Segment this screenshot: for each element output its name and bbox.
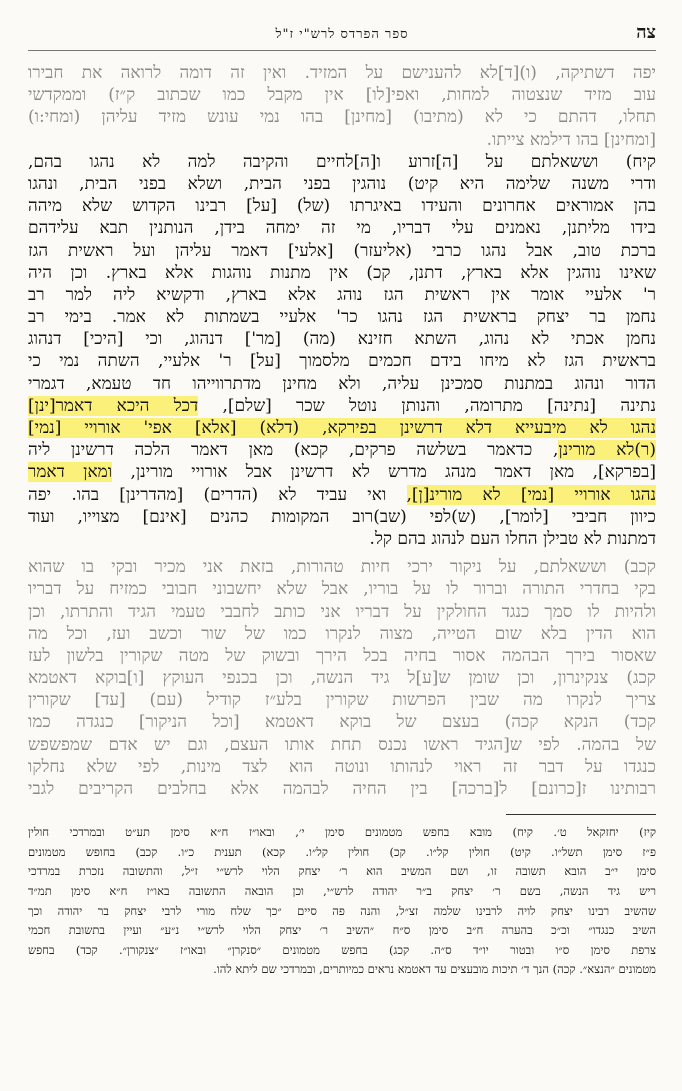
text-line: מטמונים ״הנצא״. קכה) הנך ד׳ תיכות מובעצים עד דאטמא נראים כמיותרים, ובמרדכי שם ליתא להו.: [213, 962, 656, 977]
text-line: ברכת טוב, אבל נהגו כרבי (אליעזר) [אלעי] דאמר עליהן ועל ראשית הגז: [28, 240, 656, 261]
text-line: קכב) וששאלתם, על ניקור ירכי חיות טהורות, בזאת אני מכיר ובקי בו שהוא: [28, 557, 656, 578]
text-line: שהשיב רבינו יצחק לויה לרבינו שלמה זצ״ל, והנה פה סיים ״כך שלח מורי לרבי יצחק בר יהודה וכך: [28, 903, 656, 918]
text-line: צריך לנקרו מה שבין הפרשות שקורין בלע״ז קודיל (עם) [עד] שקורין: [28, 690, 656, 711]
text-line: שאינו נוהגין אלא בארץ, דתנן, קכ) אין מתנות נוהגות אלא בארץ. וכן היה: [28, 262, 656, 283]
text-line: ר' אלעיי אומר אין ראשית הגז נוהג אלא בארץ, ודקשיא ליה למר רב: [28, 284, 656, 305]
text-line: קיח) וששאלתם על [ה]זרוע ו[ה]לחיים והקיבה למה לא נהגו בהם,: [28, 151, 656, 172]
text-line: ודרי משנה שלימה היא קיט) נוהגין בפני הבית, ושלא בפני הבית, ונהגו: [28, 173, 656, 194]
text-line: הדור ונהוג במתנות סמכינן עליה, ולא מחינן מדתרווייהו חד טעמא, דגמרי: [28, 373, 656, 394]
highlighted-text: נהגו אורויי [נמי] לא מורינ[ן],: [406, 484, 656, 505]
text-line: רבותינו ז[כרונם] ל[ברכה] בין החיה לבהמה אלא בחלבים הקריבים לגבי: [28, 779, 656, 799]
page-number: צה: [636, 22, 656, 43]
text-line: קכד) הנקא קכה) בעצם של בוקא דאטמא [וכל הניקור] כנגדה כמו: [28, 712, 656, 733]
text-segment: ואי עביד לא (הדרים) [מהדרינן] בהו. יפה: [28, 484, 407, 505]
text-line: כיוון חביבי [לומר], (ש)לפי (שב)רוב המקומות כהנים [אינם] מצוייו, ועוד: [28, 506, 656, 527]
text-line: כנגדו על דבר זה ראוי לנהותו ונוטה הוא לצד מינות, לפי שלא נחלקו: [28, 756, 656, 777]
text-line: צרפת סימן ס״ו ובטור יו״ד ס״ה. קכג) בחפש מטמונים ״סנקרן״ ובאו״ז ״צנקורן״. קכד) בחפש: [28, 942, 656, 957]
text-line: בראשית הגז לא מיחו בידם חכמים מלסמוך [על] ר' אלעיי, השתה נמי כי: [28, 351, 656, 372]
text-line: נחמן בר יצחק בראשית הגז נהגו כר' אלעיי בשמתות לא אמר. בימי רב: [28, 307, 656, 328]
highlighted-line: [28, 484, 656, 506]
text-line: שאסור בירך הבהמה אסור בחיה בכל הירך ובשוק של מטה שקורין בלשון לעז: [28, 645, 656, 666]
highlighted-line: [28, 417, 656, 439]
text-segment: [בפרקא], מאן דאמר מנהג מדרש לא דרשינן אבל אורויי מורינן,: [112, 462, 656, 483]
text-line: סימן י״ב הובא תשובה זו, ושם המשיב הוא ר׳ יצחק הלוי לרש״י ז״ל, והתשובה נזכרת במרדכי: [28, 864, 656, 879]
text-line: בידו מליתנן, נאמנים עלי דבריו, מי זה ימחה בידן, הנותנין תבא עלידהם: [28, 218, 656, 239]
text-line: יפה דשתיקה, (ו)[ד]לא להענישם על המזיד. ואין זה דומה לרואה את חבירו: [28, 63, 656, 83]
paragraph-118: [28, 151, 656, 550]
highlighted-line: [28, 439, 656, 461]
text-line: נחמן אכתי לא נהוג, השתא חזינא (מה) [מר'] דנהוג, וכי [היכי] דנהוג: [28, 329, 656, 350]
text-line: השיב כנגדו״ וכ״כ בהערה ח״ב סימן ס״ח ״השיב ר׳ יצחק הלוי לרש״י נ״ע״ ועיין בתשובת חכמי: [28, 923, 656, 938]
main-text: [28, 62, 656, 800]
text-line: פ״ז סימן תשל״ו. קיט) חולין קל״ו. קכ) חולין קל״ו. קכא) תענית כ״ו. קכב) בחופש מטמונים: [28, 844, 656, 859]
text-line: עוב מזיד שנצטוה למחות, ואפי[לו] אין מקבל כמו שכתוב ק״ז) וממקדשי: [28, 85, 656, 106]
text-line: הוא הדין בלא שום הטייה, מצוה לנקרו כמו של שור וכשב ועז, וכל מה: [28, 623, 656, 644]
running-title: ספר הפרדס לרש"י ז"ל: [275, 27, 409, 42]
text-line: [ומחינן] בהו דילמא צייתו.: [486, 129, 656, 150]
text-line: קיז) יחזקאל ט׳. קיח) מובא בחפש מטמונים סימן י׳, ובאו״ז ח״א סימן תע״ט ובמרדכי חולין: [28, 825, 656, 840]
text-line: של בהמה. לפי ש[הגיד ראשו נכנס תחת אותו העצם, וגם יש אדם שמפשפש: [28, 734, 656, 755]
text-line: ריש גיד הנשה, בשם ר׳ יצחק ב״ר יהודה לרש״י, וכן הובאה התשובה באו״ז ח״א סימן תמ״ד: [28, 883, 656, 898]
paragraph-117: [28, 62, 656, 151]
highlighted-text: דכל היכא דאמר[ינן]: [28, 395, 199, 416]
text-line: בקי בחדרי התורה וברור לו על בוריו, אבל שלא יחשבוני חבובי כמזיח על דבריו: [28, 579, 656, 600]
text-segment: , כדאמר בשלשה פרקים, קכא) מאן דאמר הלכה דרשינן ליה: [28, 440, 559, 461]
text-line: דמתנות לא טבילן החלו העם לנהוג בהם קל.: [369, 528, 656, 549]
text-segment: נתינה [נתינה] מתרומה, והנותן נוטל שכר [שלם],: [198, 395, 656, 416]
text-line: תחלו, דהתם כי לא (מתיבו) [מחינן] בהו נמי עונש מזיד עליהן (ומחי:ו): [28, 107, 656, 128]
footnotes: [28, 823, 656, 980]
header-rule: [28, 50, 656, 51]
highlighted-text: (ר)לא מורינן: [558, 440, 656, 461]
text-line: בהן אמוראים אחרונים והעידו באיגרתו (של) [על] רבינו הקדוש שלא מיהה: [28, 196, 656, 217]
paragraph-122: [28, 556, 656, 800]
highlighted-text: ומאן דאמר: [28, 462, 113, 483]
highlighted-line: [28, 461, 656, 483]
page-header: [28, 18, 656, 52]
highlighted-line: [28, 395, 656, 417]
text-line: קכג) צנקינרון, וכן שומן ש[ע]ל גיד הנשה, וכן בכנפי העוקץ [ו]בוקא דאטמא: [28, 668, 656, 689]
document-page: [28, 18, 656, 980]
highlighted-text: נהגו לא מיבעייא דלא דרשינן בפירקא, (דלא) [אלא] אפי' אורויי [נמי]: [28, 418, 656, 438]
footnote-rule: [506, 814, 656, 815]
text-line: ולהיות לו סמך כנגד החולקין על דבריו אני כותב לחבבי טעמי הגיד והתרתו, וכן: [28, 601, 656, 622]
